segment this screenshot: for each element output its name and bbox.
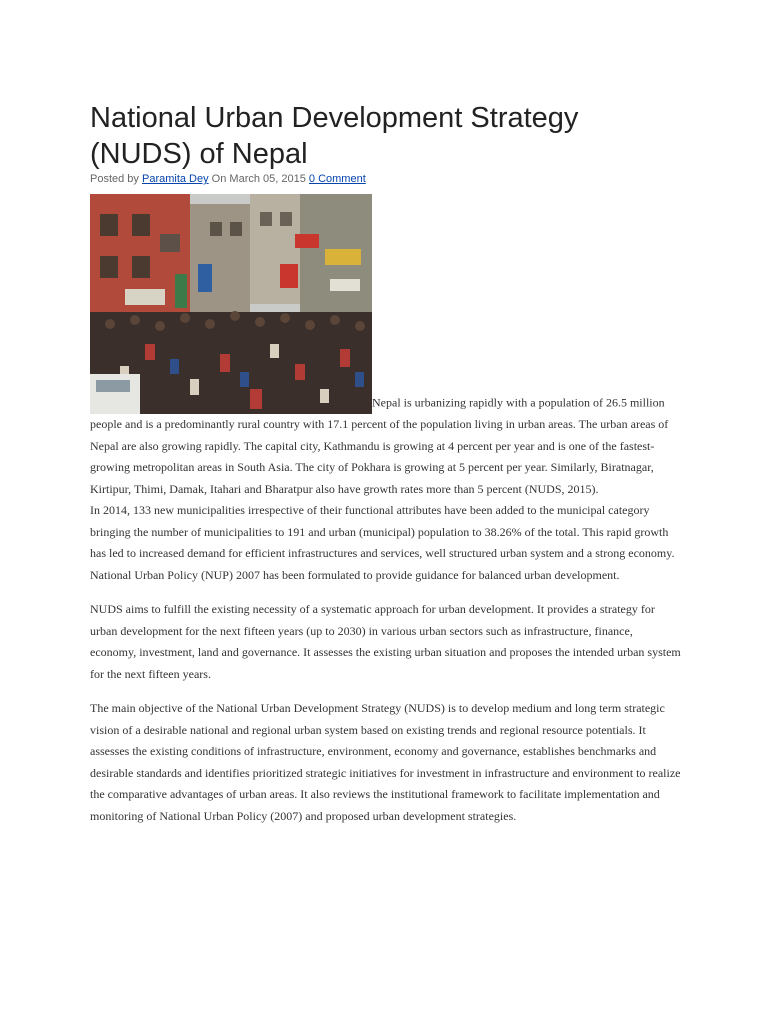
post-byline: [90, 172, 682, 186]
blog-post: [90, 100, 682, 827]
author-link[interactable]: Paramita Dey: [141, 173, 209, 185]
byline-prefix: Posted by: [90, 173, 142, 185]
comments-link[interactable]: 0 Comment: [308, 173, 366, 185]
street-crowd-photo: [90, 194, 372, 414]
paragraph-2: In 2014, 133 new municipalities irrespective of their functional attributes have been added to the municipal category bringing the number of municipalities to 191 and urban (municipal) population to 38.26% of the total. This rapid growth has led to increased demand for efficient infrastructures and services, well structured urban system and a strong economy. National Urban Policy (NUP) 2007 has been formulated to provide guidance for balanced urban development.: [90, 503, 675, 582]
paragraph-4: The main objective of the National Urban Development Strategy (NUDS) is to develop medium and long term strategic vision of a desirable national and regional urban system based on existing trends and regional resource potentials. It assesses the existing conditions of infrastructure, environment, economy and governance, establishes benchmarks and desirable standards and identifies prioritized strategic initiatives for investment in infrastructure and environment to realize the comparative advantages of urban areas. It also reviews the institutional framework to facilitate implementation and monitoring of National Urban Policy (2007) and proposed urban development strategies.: [90, 701, 681, 823]
paragraph-3: NUDS aims to fulfill the existing necessity of a systematic approach for urban development. It provides a strategy for urban development for the next fifteen years (up to 2030) in various urban sectors such as infrastructure, finance, economy, investment, land and governance. It assesses the existing urban situation and proposes the intended urban system for the next fifteen years.: [90, 602, 681, 681]
paragraph-1: Nepal is urbanizing rapidly with a population of 26.5 million people and is a predominantly rural country with 17.1 percent of the population living in urban areas. The urban areas of Nepal are also growing rapidly. The capital city, Kathmandu is growing at 4 percent per year and is one of the fastest-growing metropolitan areas in South Asia. The city of Pokhara is growing at 5 percent per year. Similarly, Biratnagar, Kirtipur, Thimi, Damak, Itahari and Bharatpur also have growth rates more than 5 percent (NUDS, 2015).: [90, 194, 682, 500]
post-title: National Urban Development Strategy (NUDS) of Nepal: [90, 102, 579, 170]
post-body: [90, 194, 682, 827]
post-date: On March 05, 2015: [208, 173, 309, 185]
